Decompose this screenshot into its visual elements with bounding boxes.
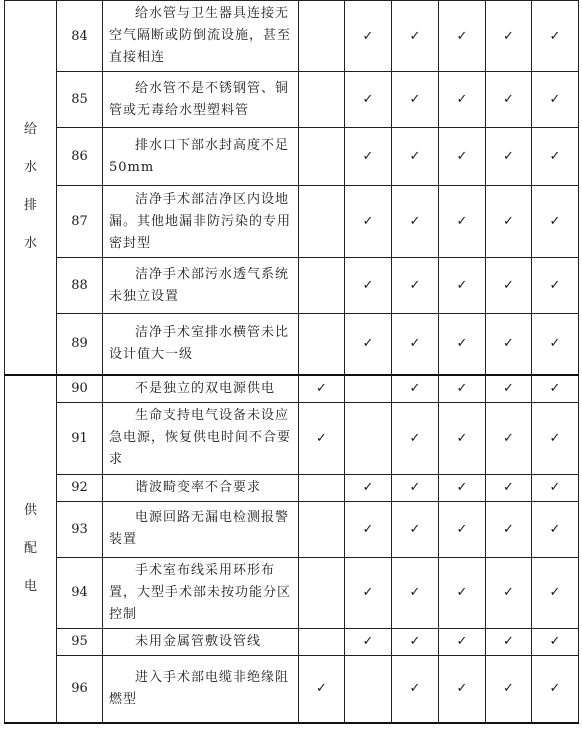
check-mark-icon: ✓ [439, 72, 486, 128]
item-number: 90 [57, 375, 103, 403]
item-number: 84 [57, 1, 103, 72]
check-mark-icon: ✓ [532, 128, 579, 186]
table-row [5, 655, 579, 723]
table-row [5, 72, 579, 128]
check-mark-icon: ✓ [486, 186, 532, 258]
empty-check-cell [299, 1, 345, 72]
empty-check-cell [299, 72, 345, 128]
check-mark-icon: ✓ [392, 258, 439, 314]
check-mark-icon: ✓ [439, 501, 486, 557]
item-number: 93 [57, 501, 103, 557]
check-mark-icon: ✓ [299, 402, 345, 474]
category-cell [5, 1, 57, 375]
check-mark-icon: ✓ [532, 501, 579, 557]
check-mark-icon: ✓ [439, 314, 486, 375]
check-mark-icon: ✓ [532, 186, 579, 258]
check-mark-icon: ✓ [439, 474, 486, 501]
check-mark-icon: ✓ [345, 557, 392, 628]
category-cell [5, 375, 57, 724]
category-char: 电 [23, 578, 37, 594]
table-row [5, 1, 579, 72]
item-description: 给水管与卫生器具连接无空气隔断或防倒流设施，甚至直接相连 [103, 1, 299, 72]
table-row [5, 501, 579, 557]
check-mark-icon: ✓ [345, 628, 392, 655]
item-number: 86 [57, 128, 103, 186]
table-body [5, 1, 579, 724]
item-description: 洁净手术室排水横管未比设计值大一级 [103, 314, 299, 375]
check-mark-icon: ✓ [345, 72, 392, 128]
item-description: 未用金属管敷设管线 [103, 628, 299, 655]
check-mark-icon: ✓ [392, 501, 439, 557]
check-mark-icon: ✓ [486, 628, 532, 655]
check-mark-icon: ✓ [299, 375, 345, 403]
check-mark-icon: ✓ [486, 128, 532, 186]
empty-check-cell [345, 375, 392, 403]
empty-check-cell [299, 186, 345, 258]
check-mark-icon: ✓ [392, 128, 439, 186]
item-number: 89 [57, 314, 103, 375]
check-mark-icon: ✓ [532, 314, 579, 375]
check-mark-icon: ✓ [439, 655, 486, 723]
table-row [5, 628, 579, 655]
item-number: 85 [57, 72, 103, 128]
empty-check-cell [345, 655, 392, 723]
table-row [5, 128, 579, 186]
item-description: 生命支持电气设备未设应急电源，恢复供电时间不合要求 [103, 402, 299, 474]
check-mark-icon: ✓ [439, 258, 486, 314]
check-mark-icon: ✓ [532, 402, 579, 474]
item-description: 电源回路无漏电检测报警装置 [103, 501, 299, 557]
empty-check-cell [299, 314, 345, 375]
table-row [5, 186, 579, 258]
check-mark-icon: ✓ [486, 72, 532, 128]
check-mark-icon: ✓ [345, 258, 392, 314]
item-description: 谐波畸变率不合要求 [103, 474, 299, 501]
check-mark-icon: ✓ [439, 557, 486, 628]
item-number: 88 [57, 258, 103, 314]
check-mark-icon: ✓ [392, 375, 439, 403]
item-number: 94 [57, 557, 103, 628]
item-number: 92 [57, 474, 103, 501]
item-number: 87 [57, 186, 103, 258]
check-mark-icon: ✓ [345, 128, 392, 186]
check-mark-icon: ✓ [439, 628, 486, 655]
category-char: 排 [23, 198, 37, 214]
check-mark-icon: ✓ [532, 557, 579, 628]
item-description: 洁净手术部污水透气系统未独立设置 [103, 258, 299, 314]
item-description: 给水管不是不锈钢管、铜管或无毒给水型塑料管 [103, 72, 299, 128]
check-mark-icon: ✓ [392, 655, 439, 723]
category-char: 供 [23, 502, 37, 518]
item-number: 91 [57, 402, 103, 474]
check-mark-icon: ✓ [345, 1, 392, 72]
check-mark-icon: ✓ [486, 375, 532, 403]
item-number: 96 [57, 655, 103, 723]
item-description: 不是独立的双电源供电 [103, 375, 299, 403]
check-mark-icon: ✓ [439, 1, 486, 72]
check-mark-icon: ✓ [486, 655, 532, 723]
category-char: 配 [23, 540, 37, 556]
check-mark-icon: ✓ [439, 375, 486, 403]
item-number: 95 [57, 628, 103, 655]
check-mark-icon: ✓ [439, 186, 486, 258]
check-mark-icon: ✓ [392, 186, 439, 258]
empty-check-cell [299, 628, 345, 655]
check-mark-icon: ✓ [486, 474, 532, 501]
table-row [5, 557, 579, 628]
check-mark-icon: ✓ [486, 1, 532, 72]
check-mark-icon: ✓ [532, 474, 579, 501]
empty-check-cell [299, 258, 345, 314]
category-char: 给 [23, 122, 37, 138]
check-mark-icon: ✓ [486, 258, 532, 314]
check-mark-icon: ✓ [345, 501, 392, 557]
check-mark-icon: ✓ [486, 314, 532, 375]
item-description: 手术室布线采用环形布置，大型手术部未按功能分区控制 [103, 557, 299, 628]
item-description: 洁净手术部洁净区内设地漏。其他地漏非防污染的专用密封型 [103, 186, 299, 258]
empty-check-cell [345, 402, 392, 474]
category-char: 水 [23, 160, 37, 176]
check-mark-icon: ✓ [486, 557, 532, 628]
check-mark-icon: ✓ [392, 628, 439, 655]
table-row [5, 375, 579, 403]
empty-check-cell [299, 501, 345, 557]
item-description: 进入手术部电缆非绝缘阻燃型 [103, 655, 299, 723]
empty-check-cell [299, 474, 345, 501]
check-mark-icon: ✓ [392, 314, 439, 375]
table-row [5, 258, 579, 314]
check-mark-icon: ✓ [345, 186, 392, 258]
check-mark-icon: ✓ [392, 402, 439, 474]
check-mark-icon: ✓ [392, 1, 439, 72]
check-mark-icon: ✓ [439, 402, 486, 474]
check-mark-icon: ✓ [345, 314, 392, 375]
check-mark-icon: ✓ [532, 628, 579, 655]
check-mark-icon: ✓ [532, 375, 579, 403]
check-mark-icon: ✓ [486, 402, 532, 474]
check-mark-icon: ✓ [532, 1, 579, 72]
empty-check-cell [299, 128, 345, 186]
check-mark-icon: ✓ [392, 474, 439, 501]
check-mark-icon: ✓ [532, 72, 579, 128]
check-mark-icon: ✓ [345, 474, 392, 501]
check-mark-icon: ✓ [392, 72, 439, 128]
check-mark-icon: ✓ [532, 258, 579, 314]
check-mark-icon: ✓ [439, 128, 486, 186]
empty-check-cell [299, 557, 345, 628]
inspection-table [4, 0, 579, 724]
check-mark-icon: ✓ [486, 501, 532, 557]
check-mark-icon: ✓ [299, 655, 345, 723]
check-mark-icon: ✓ [532, 655, 579, 723]
table-row [5, 402, 579, 474]
table-row [5, 314, 579, 375]
item-description: 排水口下部水封高度不足 50mm [103, 128, 299, 186]
check-mark-icon: ✓ [392, 557, 439, 628]
table-row [5, 474, 579, 501]
category-char: 水 [23, 236, 37, 252]
